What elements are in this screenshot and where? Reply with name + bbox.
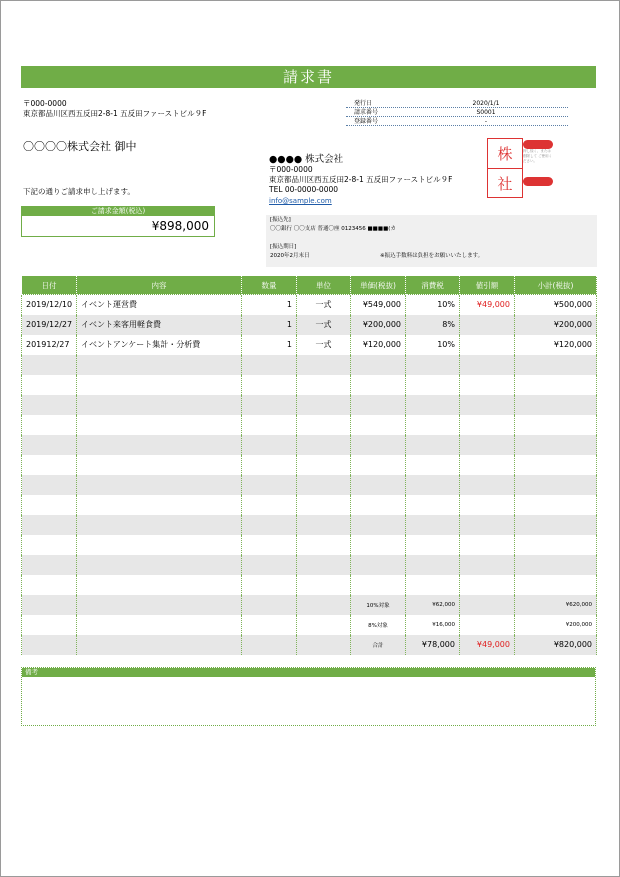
summary-discount bbox=[460, 615, 515, 635]
meta-key: 登録番号 bbox=[354, 118, 379, 125]
client-address: 東京都品川区西五反田2-8-1 五反田ファーストビル９F bbox=[23, 109, 207, 118]
cell-price: ¥120,000 bbox=[351, 335, 406, 355]
due-date: 2020年2月末日 bbox=[270, 253, 310, 259]
empty-row bbox=[22, 355, 597, 375]
issuer-email-link[interactable]: info@sample.com bbox=[269, 197, 332, 205]
summary-total-discount: ¥49,000 bbox=[460, 635, 515, 655]
empty-row bbox=[22, 395, 597, 415]
empty-row bbox=[22, 535, 597, 555]
invoice-title: 請求書 bbox=[21, 66, 596, 88]
cell-tax: 8% bbox=[406, 315, 460, 335]
summary-row bbox=[22, 595, 597, 615]
cell-discount: ¥49,000 bbox=[460, 295, 515, 315]
cell-tax: 10% bbox=[406, 295, 460, 315]
issuer-name: ●●●● 株式会社 bbox=[269, 154, 344, 165]
empty-row bbox=[22, 575, 597, 595]
meta-row bbox=[346, 99, 568, 108]
meta-key: 請求番号 bbox=[354, 109, 379, 116]
meta-value: 2020/1/1 bbox=[472, 100, 500, 107]
notes-label: 備考 bbox=[22, 668, 595, 677]
cell-unit: 一式 bbox=[297, 295, 351, 315]
cell-qty: 1 bbox=[242, 315, 297, 335]
summary-row bbox=[22, 615, 597, 635]
cell-date: 2019/12/10 bbox=[22, 295, 77, 315]
col-header-discount: 値引額 bbox=[460, 276, 515, 295]
lead-text: 下記の通りご請求申し上げます。 bbox=[23, 187, 135, 196]
seal-top-char: 株 bbox=[497, 145, 513, 163]
col-header-price: 単価(税抜) bbox=[351, 276, 406, 295]
col-header-subtotal: 小計(税抜) bbox=[515, 276, 597, 295]
summary-discount bbox=[460, 595, 515, 615]
meta-row bbox=[346, 108, 568, 117]
table-row bbox=[22, 295, 597, 315]
empty-row bbox=[22, 475, 597, 495]
col-header-date: 日付 bbox=[22, 276, 77, 295]
seal-bottom-char: 社 bbox=[488, 168, 522, 197]
summary-label: 8%対象 bbox=[351, 615, 406, 635]
summary-total-row bbox=[22, 635, 597, 655]
cell-unit: 一式 bbox=[297, 335, 351, 355]
seal-mark-icon bbox=[523, 140, 553, 149]
cell-qty: 1 bbox=[242, 295, 297, 315]
bank-info bbox=[266, 215, 597, 267]
empty-row bbox=[22, 435, 597, 455]
issuer-tel: TEL 00-0000-0000 bbox=[269, 185, 339, 194]
meta-row bbox=[346, 117, 568, 126]
summary-tax: ¥62,000 bbox=[406, 595, 460, 615]
empty-row bbox=[22, 415, 597, 435]
bank-label: [振込先] bbox=[270, 217, 291, 223]
summary-total-tax: ¥78,000 bbox=[406, 635, 460, 655]
cell-discount bbox=[460, 335, 515, 355]
cell-desc: イベント運営費 bbox=[77, 295, 242, 315]
empty-row bbox=[22, 515, 597, 535]
cell-qty: 1 bbox=[242, 335, 297, 355]
due-label: [振込期日] bbox=[270, 244, 297, 250]
cell-desc: イベント来客用軽食費 bbox=[77, 315, 242, 335]
empty-row bbox=[22, 375, 597, 395]
cell-date: 2019/12/27 bbox=[22, 315, 77, 335]
table-header-row bbox=[22, 276, 597, 295]
seal-note: 押し捺く、または削除して ご使用ください。 bbox=[523, 149, 553, 163]
meta-key: 発行日 bbox=[354, 100, 373, 107]
summary-total-label: 合計 bbox=[351, 635, 406, 655]
cell-desc: イベントアンケート集計・分析費 bbox=[77, 335, 242, 355]
col-header-unit: 単位 bbox=[297, 276, 351, 295]
col-header-tax: 消費税 bbox=[406, 276, 460, 295]
empty-row bbox=[22, 455, 597, 475]
cell-date: 201912/27 bbox=[22, 335, 77, 355]
summary-subtotal: ¥200,000 bbox=[515, 615, 597, 635]
issuer-address: 東京都品川区西五反田2-8-1 五反田ファーストビル９F bbox=[269, 175, 453, 184]
table-row bbox=[22, 335, 597, 355]
cell-subtotal: ¥120,000 bbox=[515, 335, 597, 355]
issuer-postal: 〒000-0000 bbox=[269, 165, 313, 174]
cell-price: ¥549,000 bbox=[351, 295, 406, 315]
cell-price: ¥200,000 bbox=[351, 315, 406, 335]
company-seal bbox=[487, 138, 523, 198]
col-header-desc: 内容 bbox=[77, 276, 242, 295]
summary-subtotal: ¥620,000 bbox=[515, 595, 597, 615]
summary-tax: ¥16,000 bbox=[406, 615, 460, 635]
empty-row bbox=[22, 555, 597, 575]
total-amount-value: ¥898,000 bbox=[151, 219, 209, 233]
col-header-qty: 数量 bbox=[242, 276, 297, 295]
summary-total-subtotal: ¥820,000 bbox=[515, 635, 597, 655]
cell-subtotal: ¥200,000 bbox=[515, 315, 597, 335]
client-postal: 〒000-0000 bbox=[23, 99, 67, 108]
meta-value: - bbox=[484, 118, 488, 125]
summary-label: 10%対象 bbox=[351, 595, 406, 615]
cell-unit: 一式 bbox=[297, 315, 351, 335]
total-amount-label: ご請求金額(税込) bbox=[22, 207, 214, 216]
total-amount-box bbox=[21, 206, 215, 237]
cell-tax: 10% bbox=[406, 335, 460, 355]
invoice-meta bbox=[346, 99, 568, 126]
cell-discount bbox=[460, 315, 515, 335]
meta-value: S0001 bbox=[476, 109, 496, 116]
items-table bbox=[21, 275, 597, 655]
notes-box bbox=[21, 667, 596, 726]
table-row bbox=[22, 315, 597, 335]
seal-mark-icon bbox=[523, 177, 553, 186]
fee-note: ※振込手数料は負担をお願いいたします。 bbox=[380, 253, 484, 259]
cell-subtotal: ¥500,000 bbox=[515, 295, 597, 315]
client-name: 〇〇〇〇株式会社 御中 bbox=[23, 140, 137, 153]
bank-detail: 〇〇銀行 〇〇支店 普通〇座 0123456 ■■■■(カ bbox=[270, 226, 396, 232]
empty-row bbox=[22, 495, 597, 515]
